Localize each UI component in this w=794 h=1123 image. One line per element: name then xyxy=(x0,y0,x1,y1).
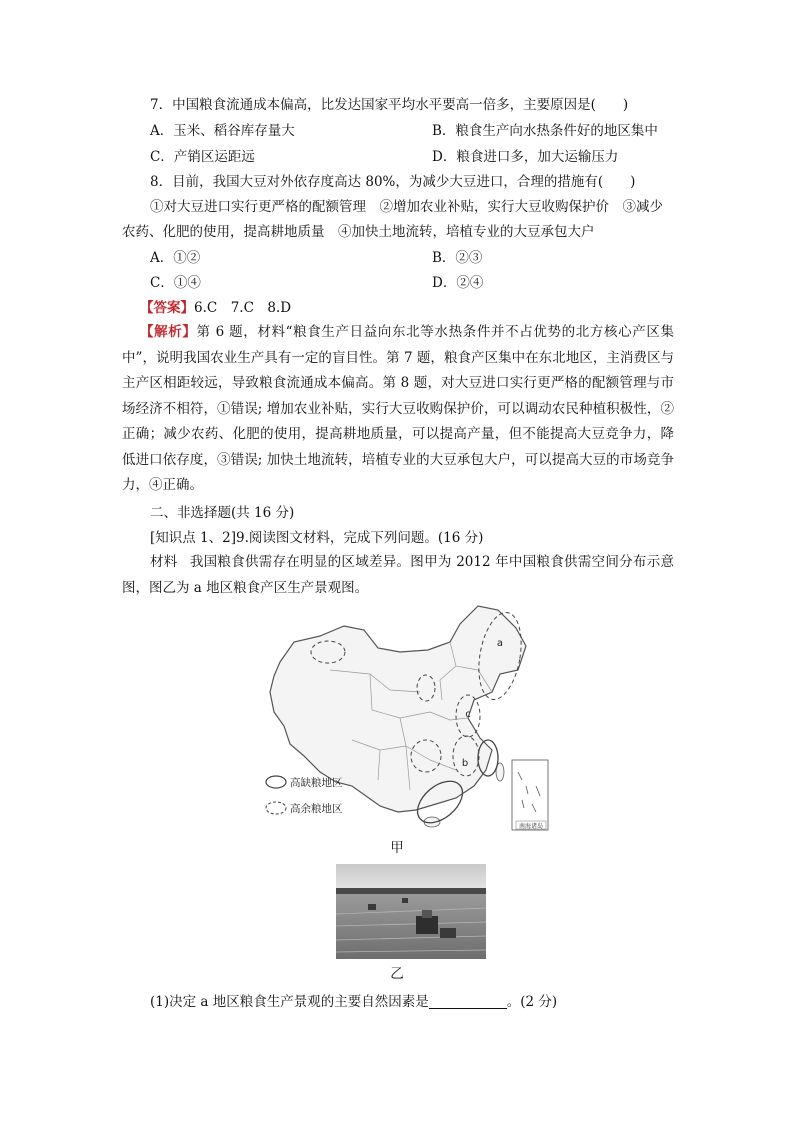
material-text: 我国粮食供需存在明显的区域差异。图甲为 2012 年中国粮食供需空间分布示意图，图乙为 a 地区粮食产区生产景观图。 xyxy=(122,554,674,596)
legend-surplus-label: 高余粮地区 xyxy=(290,803,343,815)
q8-stem: 8．目前，我国大豆对外依存度高达 80%，为减少大豆进口，合理的措施有( ) xyxy=(150,174,636,190)
q8-option-a: A．①② xyxy=(150,250,201,266)
section-heading: 二、非选择题(共 16 分) xyxy=(150,505,295,521)
legend-deficit-symbol xyxy=(266,776,286,788)
q8-option-b: B．②③ xyxy=(432,250,483,266)
q9-intro: [知识点 1、2]9.阅读图文材料，完成下列问题。(16 分) xyxy=(150,530,484,546)
south-china-sea-inset xyxy=(512,760,548,830)
photo-sky xyxy=(336,864,486,892)
q8-statements-line1: ①对大豆进口实行更严格的配额管理 ②增加农业补贴，实行大豆收购保护价 ③减少 xyxy=(150,199,663,215)
map-label-a: a xyxy=(496,638,504,649)
legend-surplus-symbol xyxy=(266,802,286,814)
china-grain-map xyxy=(260,600,550,832)
q8-statements-line2: 农药、化肥的使用，提高耕地质量 ④加快土地流转，培植专业的大豆承包大户 xyxy=(122,224,595,240)
analysis-paragraph xyxy=(122,320,674,499)
harvester-distant-1 xyxy=(368,904,376,910)
q8-option-c: C．①④ xyxy=(150,275,201,291)
answer-label: 【答案】 xyxy=(140,300,194,316)
map-label-c: c xyxy=(465,709,471,720)
figure-jia-caption: 甲 xyxy=(390,840,404,856)
q9-1-answer-blank[interactable] xyxy=(429,994,507,1009)
map-label-b: b xyxy=(461,758,469,769)
q8-option-d: D．②④ xyxy=(432,275,484,291)
q7-option-b: B．粮食生产向水热条件好的地区集中 xyxy=(432,123,658,139)
material-label: 材料 xyxy=(150,554,178,570)
inset-label: 南海诸岛 xyxy=(518,823,544,830)
legend-deficit-label: 高缺粮地区 xyxy=(290,777,343,789)
q9-1-line xyxy=(150,992,557,1012)
harvester-main xyxy=(416,916,438,934)
answer-line xyxy=(140,298,291,318)
q9-1-text-after: 。(2 分) xyxy=(506,994,558,1010)
harvest-photo xyxy=(336,864,486,959)
figure-yi-caption: 乙 xyxy=(390,966,404,982)
harvester-distant-2 xyxy=(402,898,408,903)
q7-option-c: C．产销区运距远 xyxy=(150,149,255,165)
q7-option-d: D．粮食进口多，加大运输压力 xyxy=(432,149,619,165)
analysis-text: 第 6 题，材料“粮食生产日益向东北等水热条件并不占优势的北方核心产区集中”，说明我国农业生产具有一定的盲目性。第 7 题，粮食产区集中在东北地区，主消费区与主产区相距较远，导致粮食流通成本偏高。第 8 题，对大豆进口实行更严格的配额管理与市场经济不相符，①错误; 增加农业补贴，实行大豆收购保护价，可以调动农民种植积极性，②正确；减少农药、化肥的使用，提高耕地质量，可以提高产量，但不能提高大豆竞争力，降低进口依存度，③错误; 加快土地流转，培植专业的大豆承包大户，可以提高大豆的市场竞争力，④正确。 xyxy=(122,324,675,493)
photo-treeline xyxy=(336,888,486,894)
harvester-cab xyxy=(422,910,432,918)
answer-text: 6.C 7.C 8.D xyxy=(194,300,292,316)
photo-field xyxy=(336,894,486,959)
material-paragraph xyxy=(122,550,674,601)
q7-option-a: A．玉米、稻谷库存量大 xyxy=(150,123,295,139)
q7-stem: 7．中国粮食流通成本偏高，比发达国家平均水平要高一倍多，主要原因是( ) xyxy=(150,97,629,113)
analysis-label: 【解析】 xyxy=(140,324,197,340)
harvester-truck xyxy=(440,928,456,938)
q9-1-text-before: (1)决定 a 地区粮食生产景观的主要自然因素是 xyxy=(150,994,429,1010)
